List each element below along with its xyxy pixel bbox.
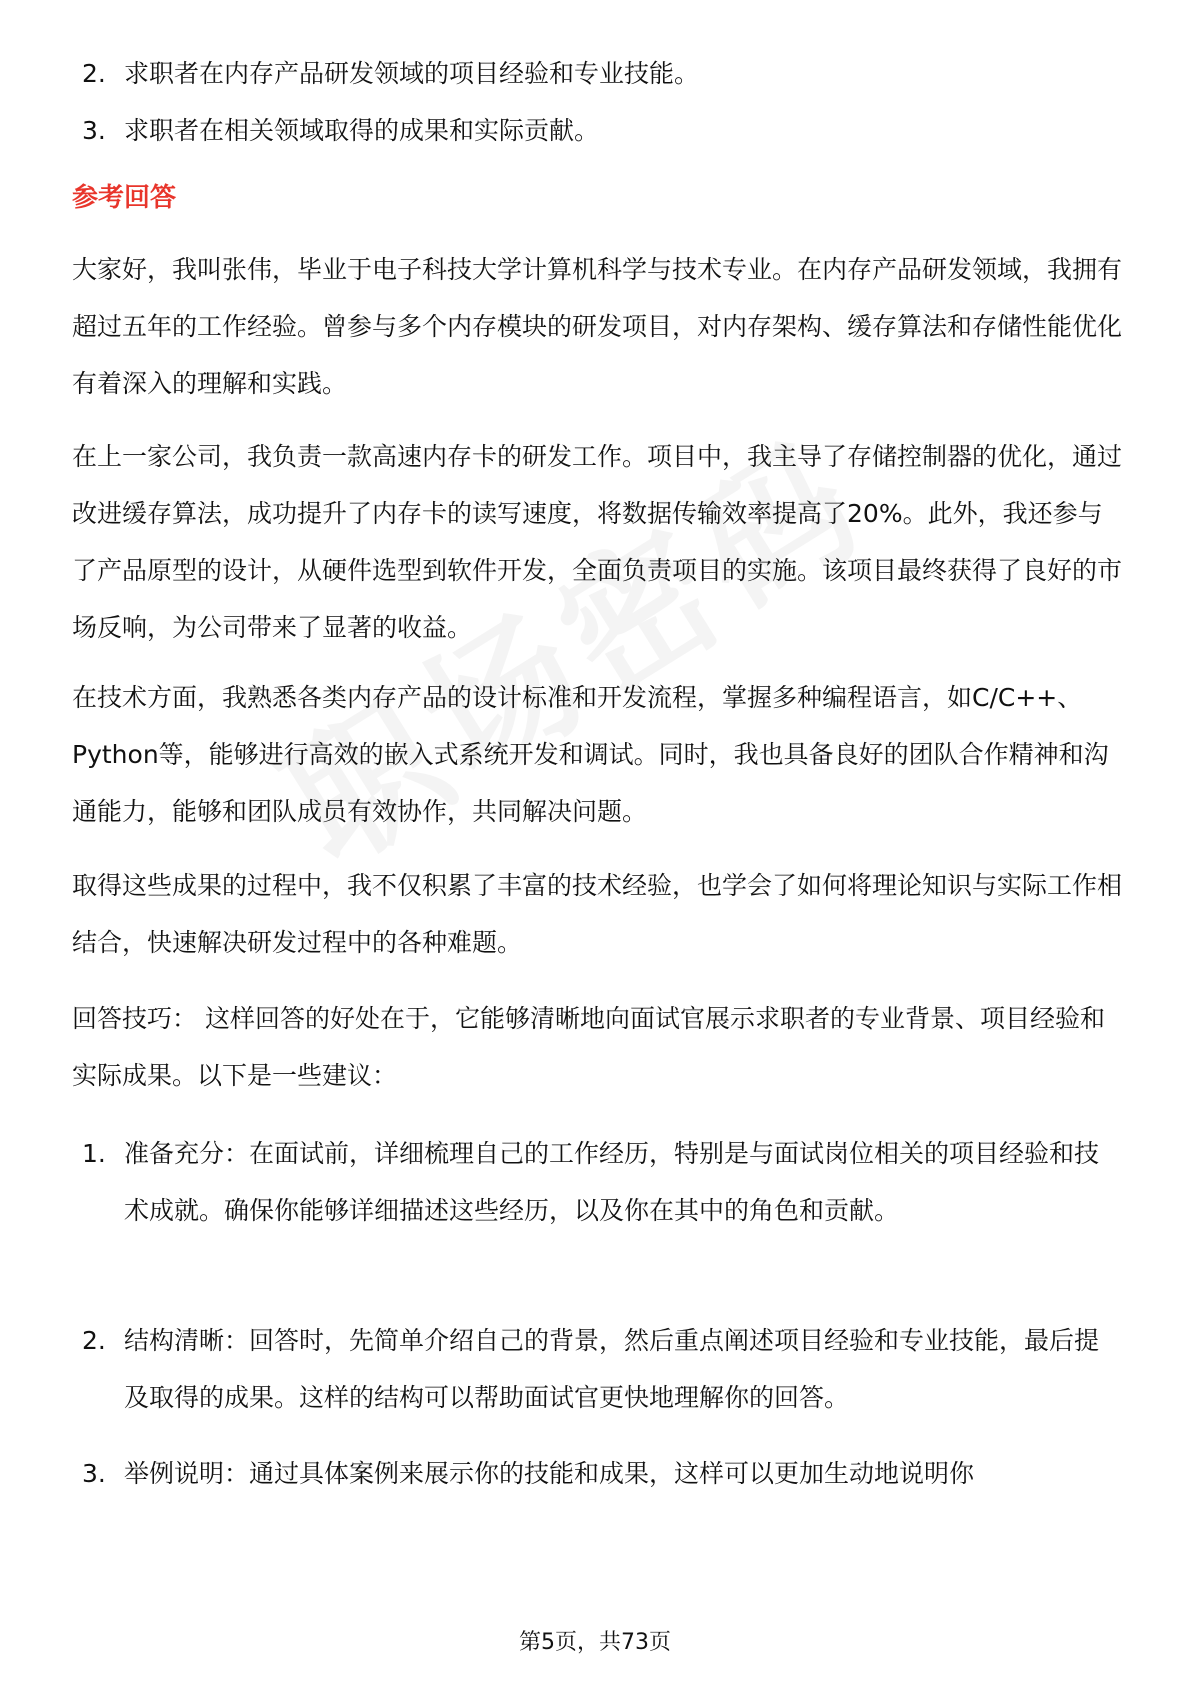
list-item [82,102,1122,159]
list-item-text: 求职者在内存产品研发领域的项目经验和专业技能。 [124,59,700,88]
list-item [82,1312,1122,1426]
list-item-number: 2. [82,59,106,88]
paragraph: 回答技巧： 这样回答的好处在于，它能够清晰地向面试官展示求职者的专业背景、项目经验和实际成果。以下是一些建议： [72,1004,1105,1090]
page-number: 第5页，共73页 [519,1630,671,1655]
paragraph: 在上一家公司，我负责一款高速内存卡的研发工作。项目中，我主导了存储控制器的优化，通过改进缓存算法，成功提升了内存卡的读写速度，将数据传输效率提高了20%。此外，我还参与了产品原型的设计，从硬件选型到软件开发，全面负责项目的实施。该项目最终获得了良好的市场反响，为公司带来了显著的收益。 [72,442,1123,642]
list-item-number: 1. [82,1139,106,1168]
list-item [82,1445,1122,1502]
list-item-text: 准备充分：在面试前，详细梳理自己的工作经历，特别是与面试岗位相关的项目经验和技术成就。确保你能够详细描述这些经历，以及你在其中的角色和贡献。 [124,1139,1100,1225]
paragraph: 在技术方面，我熟悉各类内存产品的设计标准和开发流程，掌握多种编程语言，如C/C++、Python等，能够进行高效的嵌入式系统开发和调试。同时，我也具备良好的团队合作精神和沟通能力，能够和团队成员有效协作，共同解决问题。 [72,683,1109,826]
list-item [82,1125,1122,1239]
list-item-number: 2. [82,1326,106,1355]
paragraph: 大家好，我叫张伟，毕业于电子科技大学计算机科学与技术专业。在内存产品研发领域，我拥有超过五年的工作经验。曾参与多个内存模块的研发项目，对内存架构、缓存算法和存储性能优化有着深入的理解和实践。 [72,255,1123,398]
list-item-number: 3. [82,1459,106,1488]
list-item-text: 结构清晰：回答时，先简单介绍自己的背景，然后重点阐述项目经验和专业技能，最后提及取得的成果。这样的结构可以帮助面试官更快地理解你的回答。 [124,1326,1100,1412]
list-item-text: 求职者在相关领域取得的成果和实际贡献。 [124,116,600,145]
list-item-number: 3. [82,116,106,145]
list-item-text: 举例说明：通过具体案例来展示你的技能和成果，这样可以更加生动地说明你 [124,1459,975,1488]
section-heading: 参考回答 [72,183,177,213]
paragraph: 取得这些成果的过程中，我不仅积累了丰富的技术经验，也学会了如何将理论知识与实际工作相结合，快速解决研发过程中的各种难题。 [72,871,1123,957]
list-item [82,45,1122,102]
